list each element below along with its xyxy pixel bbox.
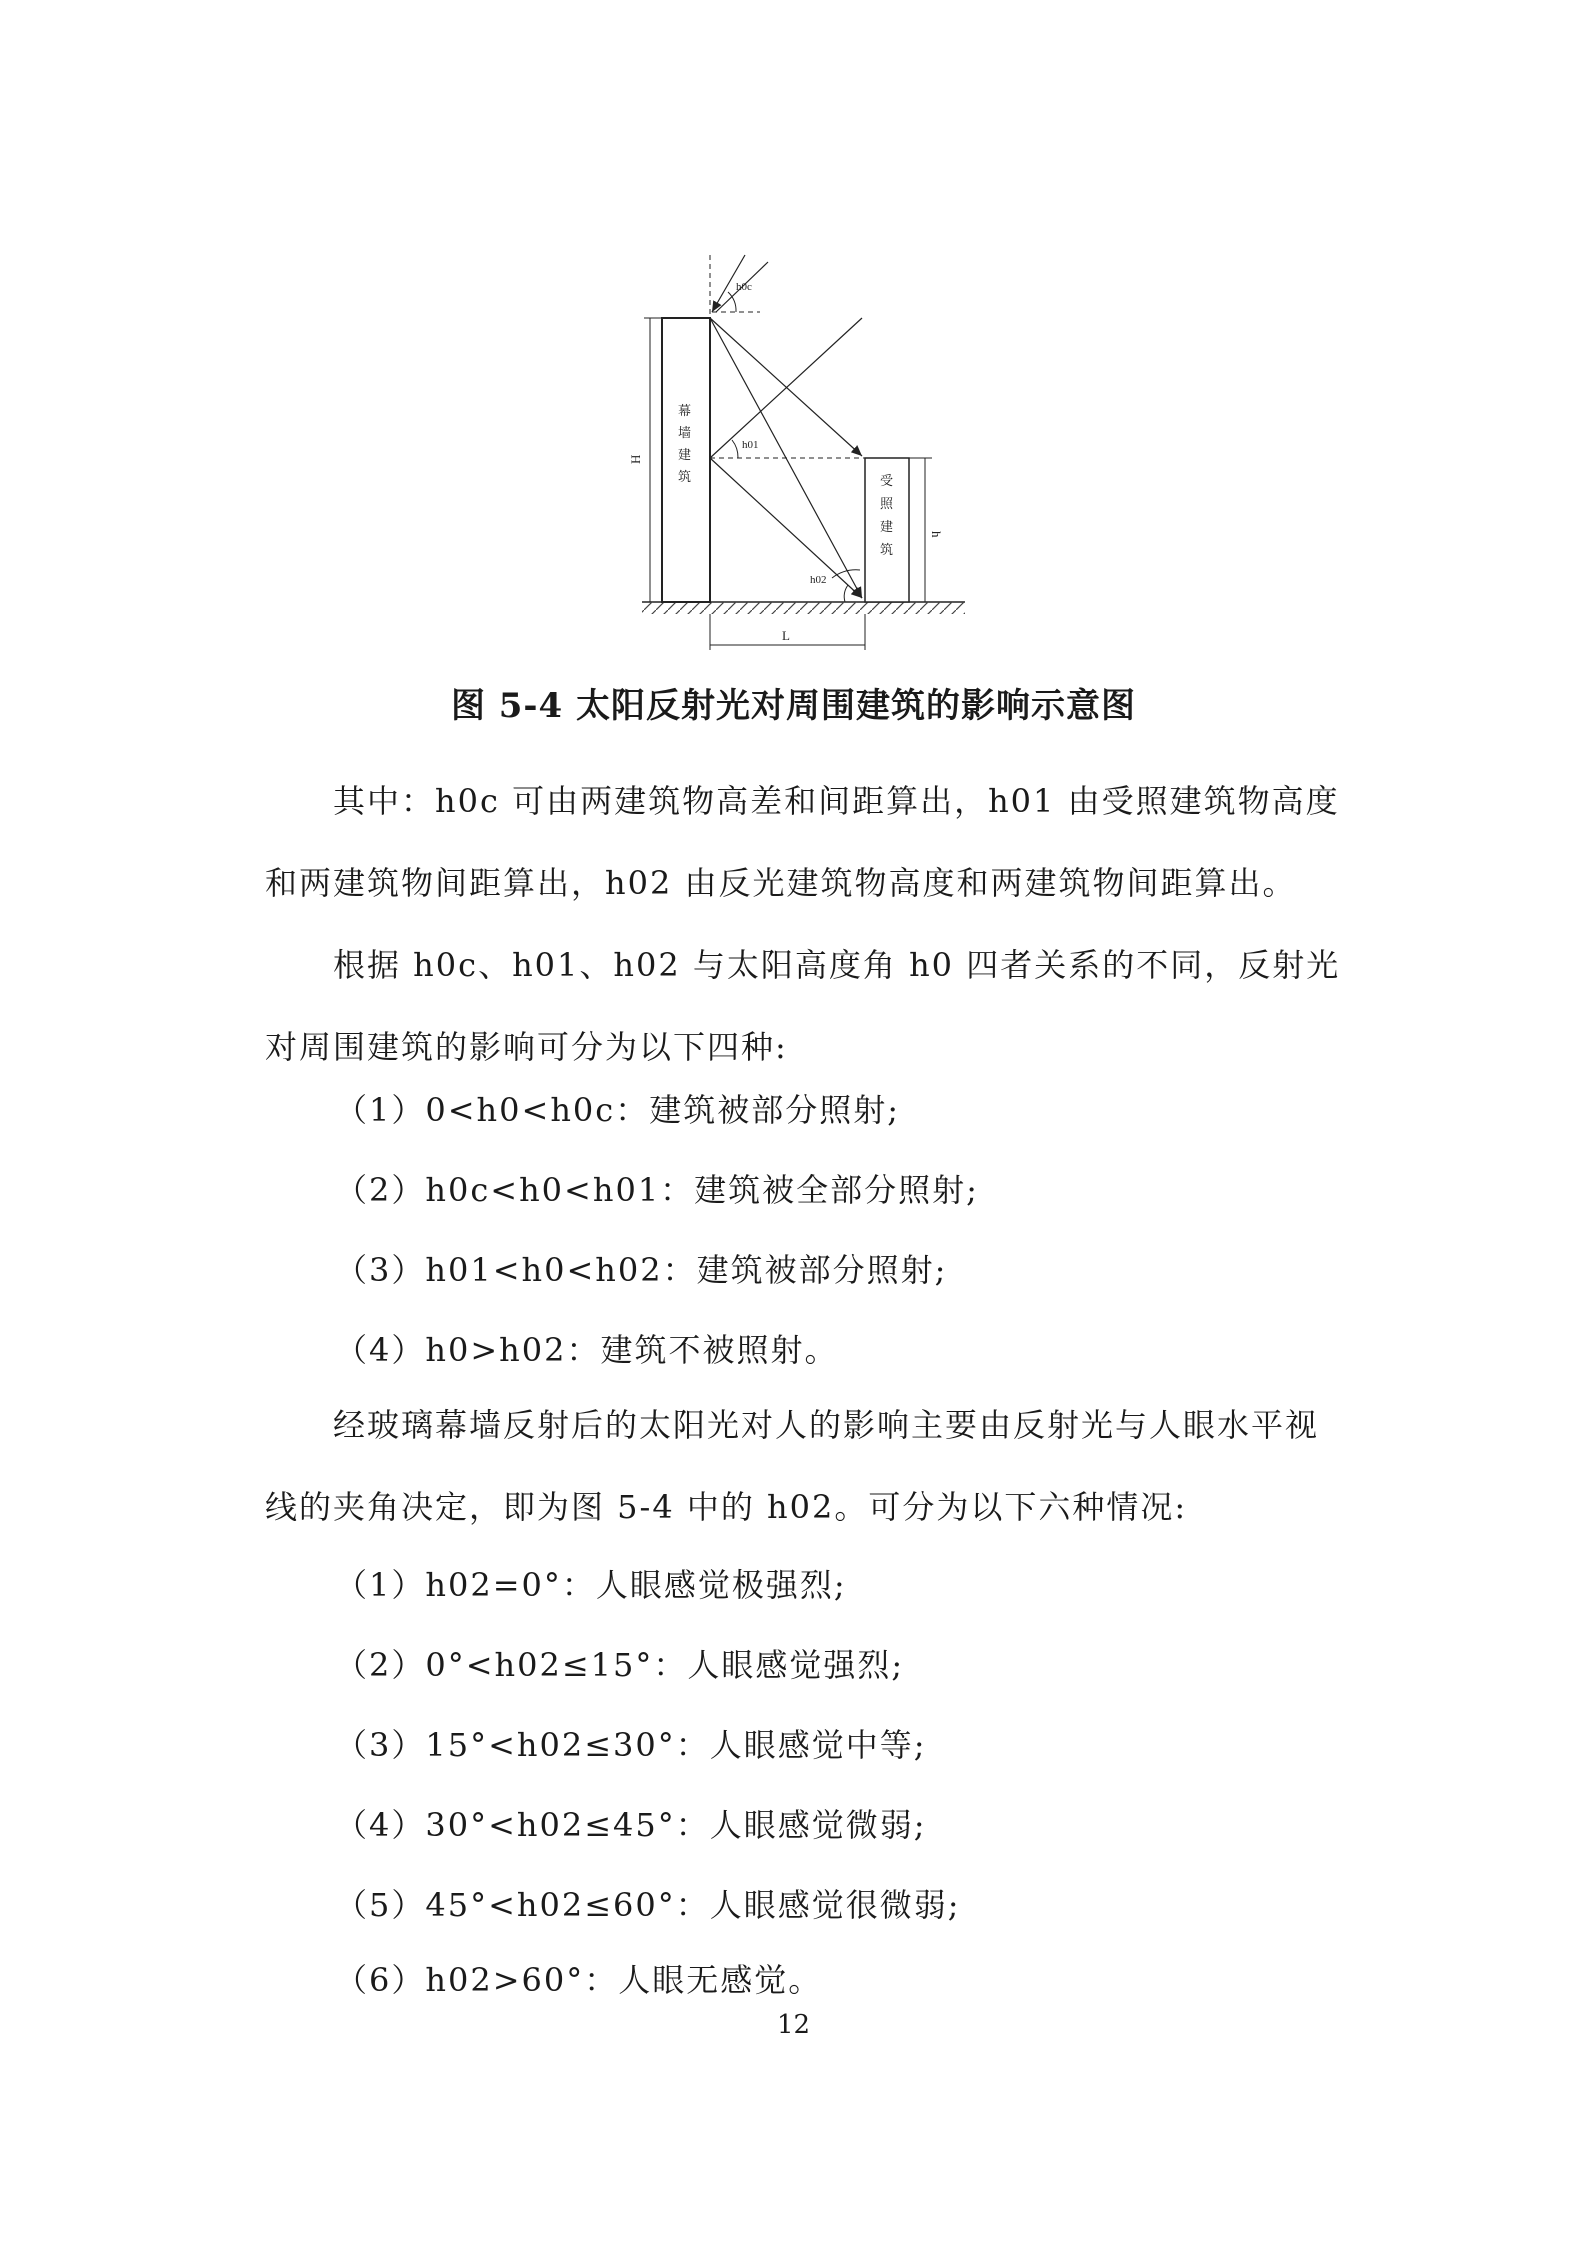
eye-case-3: （3）15°<h02≤30°：人眼感觉中等; — [335, 1726, 927, 1764]
lit-building-label-char: 建 — [880, 520, 894, 535]
label-L: L — [782, 628, 790, 643]
eye-case-2: （2）0°<h02≤15°：人眼感觉强烈; — [335, 1646, 905, 1684]
diagram-svg — [620, 250, 980, 670]
eye-case-6: （6）h02>60°：人眼无感觉。 — [335, 1961, 823, 1999]
curtain-wall-label-char: 建 — [678, 448, 692, 463]
label-h01: h01 — [742, 439, 759, 451]
angle-arc-h02 — [844, 585, 848, 602]
building-case-3: （3）h01<h0<h02：建筑被部分照射; — [335, 1251, 948, 1289]
eye-case-1: （1）h02=0°：人眼感觉极强烈; — [335, 1566, 847, 1604]
label-h0c: h0c — [736, 281, 752, 293]
curtain-wall-label-char: 幕 — [678, 404, 692, 419]
paragraph-2: 根据 h0c、h01、h02 与太阳高度角 h0 四者关系的不同，反射光对周围建筑的影响可分为以下四种: — [265, 946, 1341, 1066]
label-H: H — [628, 454, 643, 464]
page-number: 12 — [776, 2010, 811, 2040]
lit-building-label-char: 照 — [880, 497, 894, 512]
building-case-2: （2）h0c<h0<h01：建筑被全部分照射; — [335, 1171, 979, 1209]
lit-building-label-char: 受 — [880, 474, 894, 489]
figure-sun-reflection-diagram — [620, 250, 980, 670]
curtain-wall-label-char: 墙 — [678, 426, 692, 441]
figure-caption: 图 5-4 太阳反射光对周围建筑的影响示意图 — [450, 686, 1137, 726]
lit-building-label-char: 筑 — [880, 543, 894, 558]
building-case-4: （4）h0>h02：建筑不被照射。 — [335, 1331, 839, 1369]
paragraph-3: 经玻璃幕墙反射后的太阳光对人的影响主要由反射光与人眼水平视线的夹角决定，即为图 5-4 中的 h02。可分为以下六种情况: — [265, 1406, 1320, 1526]
building-case-1: （1）0<h0<h0c：建筑被部分照射; — [335, 1091, 900, 1129]
paragraph-1: 其中：h0c 可由两建筑物高差和间距算出，h01 由受照建筑物高度和两建筑物间距算出，h02 由反光建筑物高度和两建筑物间距算出。 — [265, 782, 1340, 902]
reflected-ray-3 — [710, 458, 862, 598]
label-h02: h02 — [810, 574, 827, 586]
label-h: h — [929, 531, 944, 538]
angle-arc-h01 — [732, 440, 738, 458]
curtain-wall-label-char: 筑 — [678, 470, 692, 485]
eye-case-5: （5）45°<h02≤60°：人眼感觉很微弱; — [335, 1886, 961, 1924]
ground-hatching — [642, 602, 965, 614]
angle-arc-h0c — [728, 292, 736, 312]
eye-case-4: （4）30°<h02≤45°：人眼感觉微弱; — [335, 1806, 927, 1844]
